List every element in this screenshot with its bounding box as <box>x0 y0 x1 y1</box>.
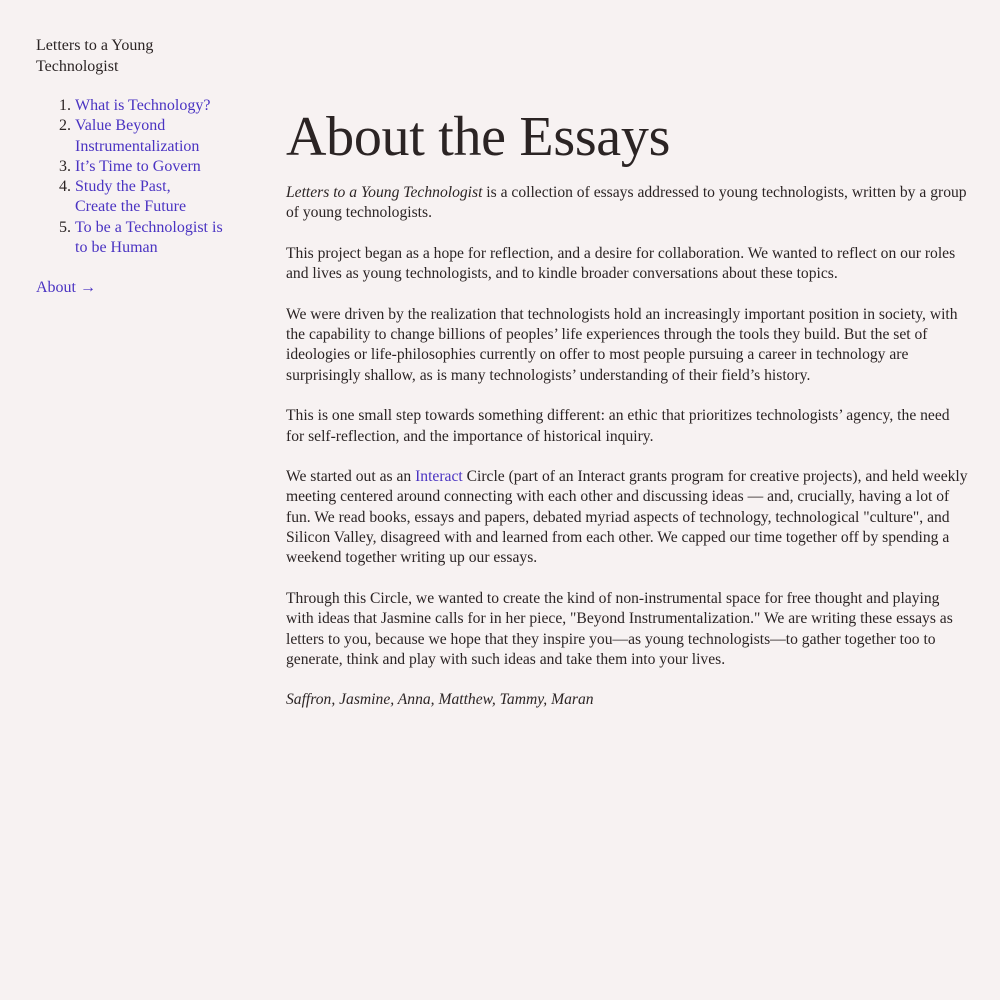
paragraph-text: is a collection of essays addressed to young technologists, written by a group of young technologists. <box>286 184 967 222</box>
paragraph-project-origin: This project began as a hope for reflection, and a desire for collaboration. We wanted to reflect on our roles and lives as young technologists, and to kindle broader conversations about these topics. <box>286 244 956 283</box>
paragraph-text: We started out as an <box>286 468 416 486</box>
arrow-right-icon: → <box>80 279 96 297</box>
toc-link-study-the-past[interactable] <box>75 177 236 218</box>
toc-link-line: 2. Value Beyond <box>75 117 166 135</box>
toc-item <box>75 218 236 259</box>
toc-link-its-time-to-govern[interactable] <box>75 157 236 177</box>
paragraph-purpose: Through this Circle, we wanted to create the kind of non-instrumental space for free thought and playing with ideas that Jasmine calls for in her piece, "Beyond Instrumentalization." We are writing these essays as letters to you, because we hope that they inspire you—as young technologists—to gather together too to generate, think and play with such ideas and take them into your lives. <box>286 589 953 668</box>
main-content <box>286 104 970 731</box>
toc-link-line: 3. It’s Time to Govern <box>75 157 201 175</box>
site-title[interactable] <box>36 35 236 77</box>
toc-item <box>75 116 236 157</box>
toc-link-line: 1. What is Technology? <box>75 97 211 114</box>
toc-link-line: 4. Study the Past, <box>75 178 171 196</box>
toc-link-what-is-technology[interactable] <box>75 96 236 116</box>
toc-link-line: Create the Future <box>75 198 187 216</box>
paragraph-circle <box>286 467 970 568</box>
toc-item <box>75 96 236 116</box>
table-of-contents <box>36 96 236 258</box>
paragraph-intro <box>286 183 970 224</box>
about-link-label: About <box>36 279 76 297</box>
paragraph-ethic: This is one small step towards something different: an ethic that prioritizes technologists’ agency, the need for self-reflection, and the importance of historical inquiry. <box>286 407 950 445</box>
about-link[interactable] <box>36 278 96 298</box>
site-title-line-1: Letters to a Young <box>36 37 154 54</box>
publication-title: Letters to a Young Technologist <box>286 184 483 201</box>
paragraph-motivation: We were driven by the realization that technologists hold an increasingly important position in society, with the capability to change billions of peoples’ life experiences through the tools they build. But the set of ideologies or life-philosophies currently on offer to most people pursuing a career in technology are surprisingly shallow, as is many technologists’ understanding of their field’s history. <box>286 305 958 384</box>
authors: Saffron, Jasmine, Anna, Matthew, Tammy, Maran <box>286 691 594 709</box>
toc-link-line: 5. To be a Technologist is <box>75 218 223 236</box>
sidebar <box>36 35 236 298</box>
toc-item <box>75 177 236 218</box>
paragraph-text: Circle (part of an Interact grants program for creative projects), and held weekly meeting centered around connecting with each other and discussing ideas — and, crucially, having a lot of fun. We read books, essays and papers, debated myriad aspects of technology, technological "culture", and Silicon Valley, disagreed with and learned from each other. We capped our time together off by spending a weekend together writing up our essays. <box>286 468 968 567</box>
toc-item <box>75 157 236 177</box>
page-title: About the Essays <box>286 106 671 168</box>
toc-link-to-be-a-technologist[interactable] <box>75 218 236 259</box>
site-title-line-2: Technologist <box>36 58 119 75</box>
toc-link-line: to be Human <box>75 239 158 257</box>
toc-link-value-beyond-instrumentalization[interactable] <box>75 116 236 157</box>
toc-link-line: Instrumentalization <box>75 137 200 155</box>
signature <box>286 690 970 710</box>
interact-link[interactable]: Interact <box>415 468 463 486</box>
